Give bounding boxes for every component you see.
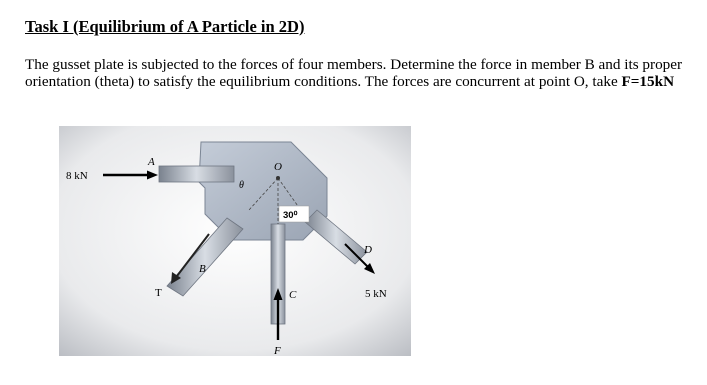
problem-statement — [25, 56, 695, 90]
theta-label: θ — [239, 180, 244, 191]
task-title: Task I (Equilibrium of A Particle in 2D) — [25, 17, 305, 36]
point-o-marker — [276, 176, 280, 180]
tension-label: T — [155, 287, 162, 299]
force-5kn-label: 5 kN — [365, 288, 387, 300]
given-force: F=15kN — [621, 73, 675, 90]
force-f-label: F — [274, 345, 281, 356]
point-o-label: O — [274, 161, 282, 173]
gusset-plate-diagram — [59, 126, 411, 356]
member-b-label: B — [199, 263, 206, 275]
angle-label: 30⁰ — [283, 210, 298, 221]
member-a-label: A — [148, 156, 155, 168]
gusset-plate-figure — [59, 126, 411, 356]
member-c-label: C — [289, 289, 297, 301]
member-a-bar — [159, 166, 234, 182]
member-d-label: D — [364, 244, 372, 256]
force-8kn-label: 8 kN — [66, 170, 88, 182]
problem-text: The gusset plate is subjected to the forces of four members. Determine the force in member B and its proper orientation (theta) to satisfy the equilibrium conditions. The forces are concurrent at point O, take — [25, 56, 683, 90]
